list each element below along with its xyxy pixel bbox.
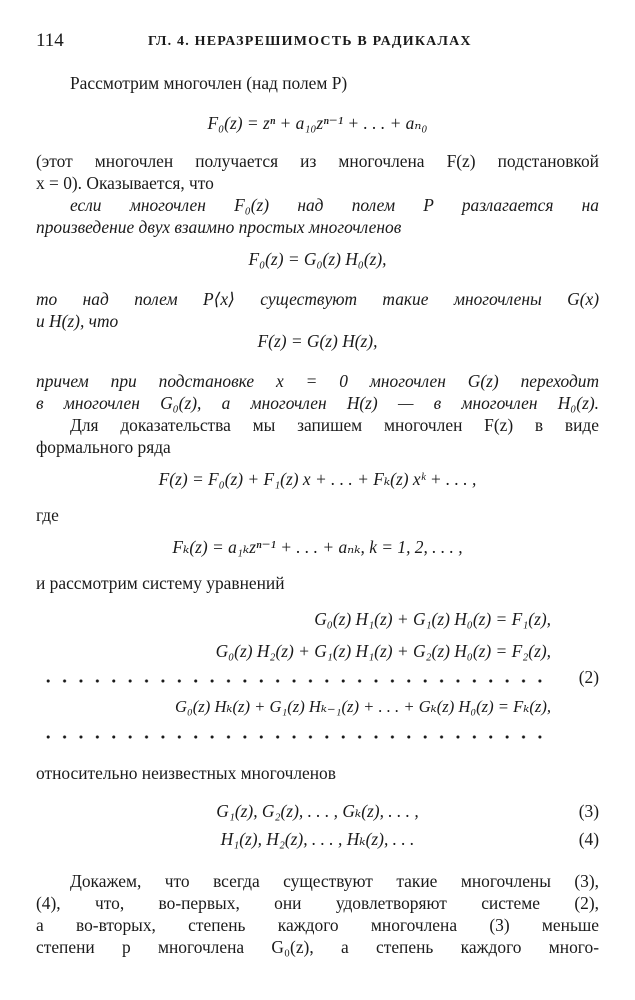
system-equation-1: G₀(z) H₁(z) + G₁(z) H₀(z) = F₁(z), — [314, 609, 551, 629]
equation-number: (3) — [578, 801, 599, 821]
text-line: где — [36, 505, 59, 525]
page-header — [36, 30, 599, 56]
text-line: относительно неизвестных многочленов — [36, 763, 336, 783]
running-title: ГЛ. 4. НЕРАЗРЕШИМОСТЬ В РАДИКАЛАХ — [148, 34, 472, 49]
text-line: и рассмотрим систему уравнений — [36, 573, 285, 593]
formula-series: F(z) = F₀(z) + F₁(z) x + . . . + Fₖ(z) xᵏ + . . . , — [158, 469, 477, 489]
text-line: (этот многочлен получается из многочлена F(z) подстановкой — [36, 151, 599, 171]
theorem-line: произведение двух взаимно простых многочленов — [36, 217, 402, 237]
theorem-line: если многочлен F₀(z) над полем P разлагается на — [70, 195, 599, 215]
theorem-line: и H(z), что — [36, 311, 119, 331]
text-line: Рассмотрим многочлен (над полем P) — [70, 73, 348, 93]
formula-f-product: F(z) = G(z) H(z), — [257, 331, 378, 351]
text-line: x = 0). Оказывается, что — [36, 173, 214, 193]
theorem-line: то над полем P⟨x⟩ существуют такие многочлены G(x) — [36, 289, 599, 309]
text-line: а во-вторых, степень каждого многочлена (3) меньше — [36, 915, 599, 935]
page-number: 114 — [36, 30, 64, 51]
system-equation-2: G₀(z) H₂(z) + G₁(z) H₁(z) + G₂(z) H₀(z) = F₂(z), — [215, 641, 551, 661]
formula-h-list: H₁(z), H₂(z), . . . , Hₖ(z), . . . — [220, 829, 415, 849]
dot-leader — [40, 734, 550, 740]
formula-factorization: F₀(z) = G₀(z) H₀(z), — [248, 249, 387, 269]
formula-g-list: G₁(z), G₂(z), . . . , Gₖ(z), . . . , — [216, 801, 419, 821]
theorem-line: причем при подстановке x = 0 многочлен G(z) переходит — [36, 371, 599, 391]
equation-number: (2) — [578, 667, 599, 687]
system-equation-k: G₀(z) Hₖ(z) + G₁(z) Hₖ₋₁(z) + . . . + Gₖ(z) H₀(z) = Fₖ(z), — [175, 697, 551, 716]
text-line: Докажем, что всегда существуют такие многочлены (3), — [70, 871, 599, 891]
dot-leader — [40, 678, 550, 684]
text-line: Для доказательства мы запишем многочлен F(z) в виде — [70, 415, 599, 435]
equation-number: (4) — [578, 829, 599, 849]
formula-f0: F₀(z) = zⁿ + a₁₀zⁿ⁻¹ + . . . + aₙ₀ — [207, 113, 428, 133]
text-line: степени p многочлена G₀(z), а степень каждого много- — [36, 937, 599, 957]
formula-fk: Fₖ(z) = a₁ₖzⁿ⁻¹ + . . . + aₙₖ, k = 1, 2, . . . , — [172, 537, 463, 557]
text-line: (4), что, во-первых, они удовлетворяют системе (2), — [36, 893, 599, 913]
text-line: формального ряда — [36, 437, 171, 457]
theorem-line: в многочлен G₀(z), а многочлен H(z) — в многочлен H₀(z). — [36, 393, 599, 413]
